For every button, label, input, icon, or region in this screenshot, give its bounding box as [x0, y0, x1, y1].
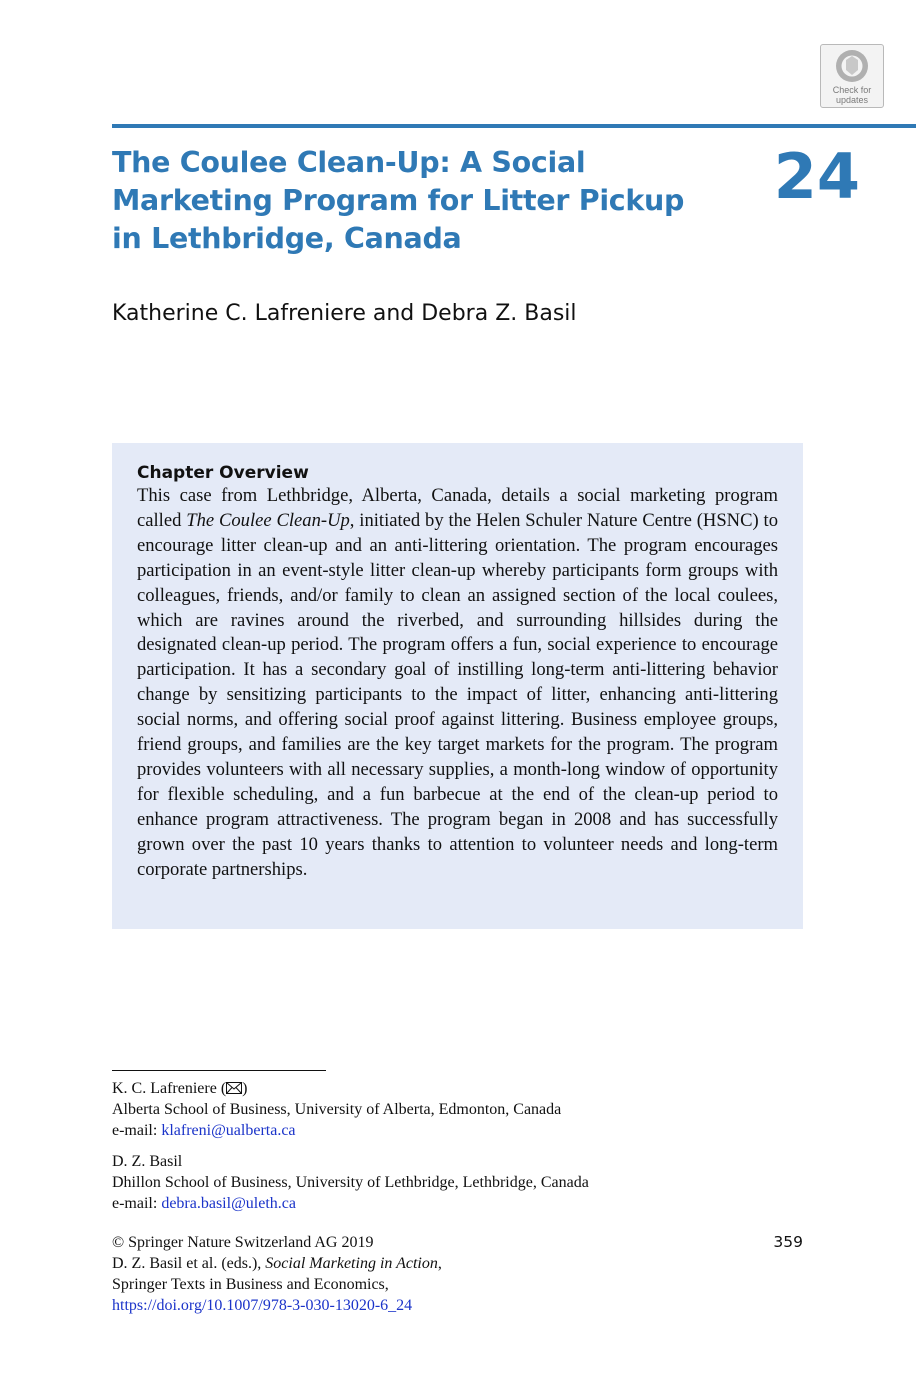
series-line: Springer Texts in Business and Economics,: [112, 1276, 389, 1293]
badge-line2: updates: [835, 95, 869, 105]
author-name: D. Z. Basil: [112, 1153, 183, 1170]
author-email-line: [112, 1120, 561, 1141]
affiliation-lafreniere: [112, 1078, 561, 1141]
overview-heading: Chapter Overview: [137, 463, 309, 483]
header-rule: [112, 124, 916, 128]
program-name: The Coulee Clean-Up: [186, 509, 350, 531]
author-institution: Dhillon School of Business, University of Lethbridge, Lethbridge, Canada: [112, 1174, 589, 1191]
page-number: 359: [773, 1233, 803, 1251]
book-citation: [112, 1253, 442, 1274]
overview-text-part1: This case from Lethbridge, Alberta, Canada, details a social marketing program called: [137, 485, 778, 531]
crossmark-icon: [834, 48, 870, 84]
copyright-line: © Springer Nature Switzerland AG 2019: [112, 1234, 374, 1251]
check-for-updates-badge[interactable]: [820, 44, 884, 108]
footnote-rule: [112, 1070, 326, 1071]
chapter-number: 24: [773, 140, 860, 213]
book-title: Social Marketing in Action: [265, 1255, 438, 1272]
chapter-title: The Coulee Clean-Up: A Social Marketing Program for Litter Pickup in Lethbridge, Canada: [112, 146, 685, 255]
email-link[interactable]: debra.basil@uleth.ca: [161, 1195, 296, 1212]
author-email-line: [112, 1193, 589, 1214]
copyright-block: [112, 1232, 442, 1316]
citation-comma: ,: [437, 1255, 442, 1272]
author-name-suffix: ): [242, 1080, 248, 1097]
email-link[interactable]: klafreni@ualberta.ca: [161, 1122, 296, 1139]
chapter-overview-box: [112, 443, 803, 929]
affiliation-basil: [112, 1151, 589, 1214]
chapter-authors: Katherine C. Lafreniere and Debra Z. Basil: [112, 301, 577, 326]
email-label: e-mail:: [112, 1122, 162, 1139]
author-line: [112, 1078, 561, 1099]
envelope-icon[interactable]: [226, 1082, 242, 1094]
email-label: e-mail:: [112, 1195, 162, 1212]
citation-editors: D. Z. Basil et al. (eds.),: [112, 1255, 266, 1272]
overview-text: [137, 484, 778, 883]
author-name: K. C. Lafreniere (: [112, 1080, 227, 1097]
author-institution: Alberta School of Business, University of Alberta, Edmonton, Canada: [112, 1101, 562, 1118]
badge-line1: Check for: [832, 85, 872, 95]
overview-text-part2: , initiated by the Helen Schuler Nature Centre (HSNC) to encourage litter clean-up and an anti-littering orientation. The program encourages participation in an event-style litter clean-up whereby participants form groups with colleagues, friends, and/or family to clean an assigned section of the local coulees, which are ravines around the riverbed, and surrounding hillsides during the designated clean-up period. The program offers a fun, social experience to encourage participation. It has a secondary goal of instilling long-term anti-littering behavior change by sensitizing participants to the impact of litter, enhancing anti-littering social norms, and offering social proof against littering. Business employee groups, friend groups, and families are the key target markets for the program. The program provides volunteers with all necessary supplies, a month-long window of opportunity for flexible scheduling, and a fun barbecue at the end of the clean-up period to enhance program attractiveness. The program began in 2008 and has successfully grown over the past 10 years thanks to attention to volunteer needs and long-term corporate partnerships.: [137, 509, 778, 880]
doi-link[interactable]: https://doi.org/10.1007/978-3-030-13020-6_24: [112, 1297, 413, 1314]
